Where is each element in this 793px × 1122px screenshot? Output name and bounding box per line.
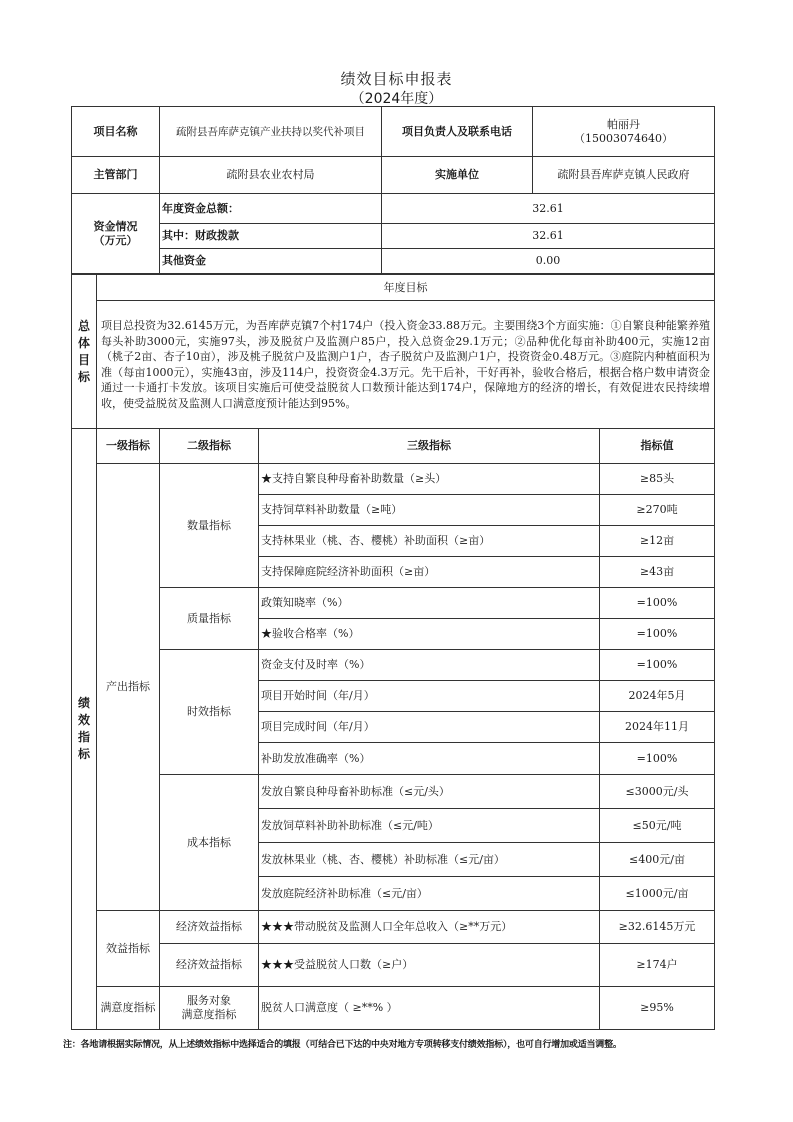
goal-side-char: 目 [77,352,90,367]
contact-value [533,107,715,157]
indicators-side-char: 指 [77,730,90,744]
indicator-value: 2024年11月 [600,712,715,743]
indicator-row [72,775,715,809]
level2-label: 数量指标 [160,464,259,588]
indicators-header-row [72,429,715,464]
level3-indicator: 项目完成时间（年/月） [259,712,600,743]
funds-other-label: 其他资金 [160,249,382,274]
indicator-value: ≥32.6145万元 [600,911,715,944]
level2-label: 时效指标 [160,650,259,775]
col-header-level1: 一级指标 [97,429,160,464]
goal-side-label [72,275,97,429]
contact-label: 项目负责人及联系电话 [382,107,533,157]
level1-satisfaction: 满意度指标 [97,987,160,1030]
level2-label-line1: 服务对象 [187,994,231,1007]
level3-indicator: 政策知晓率（%） [259,588,600,619]
level3-indicator: ★★★带动脱贫及监测人口全年总收入（≥**万元） [259,911,600,944]
indicators-side-char: 绩 [77,696,90,710]
level3-indicator: 支持林果业（桃、杏、樱桃）补助面积（≥亩） [259,526,600,557]
benefit-row [72,944,715,987]
contact-name: 帕丽丹 [607,117,640,131]
funds-total-value: 32.61 [382,194,715,224]
indicator-value: =100% [600,743,715,775]
project-name-label: 项目名称 [72,107,160,157]
indicators-side-label [72,429,97,1030]
dept-row [72,157,715,194]
level2-label: 质量指标 [160,588,259,650]
funds-row-total [72,194,715,224]
funds-label-line2: （万元） [93,233,138,247]
level2-label: 成本指标 [160,775,259,911]
level1-benefit: 效益指标 [97,911,160,987]
dept-label: 主管部门 [72,157,160,194]
funds-other-value: 0.00 [382,249,715,274]
indicators-body [72,429,715,1030]
level3-indicator: ★★★受益脱贫人口数（≥户） [259,944,600,987]
level3-indicator: 资金支付及时率（%） [259,650,600,681]
level2-label-line2: 满意度指标 [181,1008,237,1021]
col-header-level2: 二级指标 [160,429,259,464]
level3-indicator: 项目开始时间（年/月） [259,681,600,712]
indicators-side-char: 效 [77,713,90,727]
goal-side-char: 标 [77,369,90,384]
level2-label: 经济效益指标 [160,944,259,987]
col-header-level3: 三级指标 [259,429,600,464]
project-name-row [72,107,715,157]
footnote: 注：各地请根据实际情况，从上述绩效指标中选择适合的填报（可结合已下达的中央对地方专项转移支付绩效指标），也可自行增加或适当调整。 [63,1040,622,1050]
funds-label [72,194,160,274]
level3-indicator: 补助发放准确率（%） [259,743,600,775]
level3-indicator: 脱贫人口满意度（ ≥**% ） [259,987,600,1030]
level3-indicator: 发放自繁良种母畜补助标准（≤元/头） [259,775,600,809]
indicator-value: ≥43亩 [600,557,715,588]
indicator-row [72,464,715,495]
level3-indicator: 发放林果业（桃、杏、樱桃）补助标准（≤元/亩） [259,843,600,877]
goal-header: 年度目标 [97,275,715,301]
level3-indicator: ★验收合格率（%） [259,619,600,650]
indicator-value: ≥270吨 [600,495,715,526]
goal-side-char: 体 [77,335,90,350]
indicator-value: ≥95% [600,987,715,1030]
project-info-table [71,106,715,274]
level3-indicator: 支持饲草料补助数量（≥吨） [259,495,600,526]
funds-label-line1: 资金情况 [93,219,138,233]
benefit-row [72,911,715,944]
goal-text-row [72,301,715,429]
level2-label: 经济效益指标 [160,911,259,944]
level3-indicator: 发放庭院经济补助标准（≤元/亩） [259,877,600,911]
indicator-value: ≤400元/亩 [600,843,715,877]
level2-label [160,987,259,1030]
impl-value: 疏附县吾库萨克镇人民政府 [533,157,715,194]
level3-indicator: 支持保障庭院经济补助面积（≥亩） [259,557,600,588]
indicator-value: ≥12亩 [600,526,715,557]
project-name-value: 疏附县吾库萨克镇产业扶持以奖代补项目 [160,107,382,157]
indicators-side-char: 标 [77,747,90,761]
indicator-value: ≤1000元/亩 [600,877,715,911]
indicator-row [72,588,715,619]
funds-fiscal-value: 32.61 [382,224,715,249]
col-header-value: 指标值 [600,429,715,464]
indicator-value: ≤3000元/头 [600,775,715,809]
indicator-row [72,650,715,681]
indicator-value: ≥85头 [600,464,715,495]
funds-fiscal-label: 其中：财政拨款 [160,224,382,249]
indicator-value: =100% [600,619,715,650]
contact-phone: （15003074640） [574,131,673,145]
indicator-value: =100% [600,650,715,681]
level3-indicator: ★支持自繁良种母畜补助数量（≥头） [259,464,600,495]
funds-row-other [72,249,715,274]
form-year: （2024年度） [350,91,443,107]
indicator-value: 2024年5月 [600,681,715,712]
satisfaction-row [72,987,715,1030]
indicator-value: ≥174户 [600,944,715,987]
funds-total-label: 年度资金总额： [160,194,382,224]
impl-label: 实施单位 [382,157,533,194]
goal-text: 项目总投资为32.6145万元，为吾库萨克镇7个村174户（投入资金33.88万元。主要围绕3个方面实施：①自繁良种能繁养殖每头补助3000元，实施97头，涉及脱贫户及监测户85户，投入总资金29.1万元；②品种优化每亩补助400元，实施12亩（桃子2亩、杏子10亩），涉及桃子脱贫户及监测户1户，杏子脱贫户及监测户1户，投资资金0.48万元。③庭院内种植面积为准（每亩1000元），实施43亩，涉及114户，投资资金4.3万元。先干后补，干好再补，验收合格后，根据合格户数申请资金通过一卡通打卡发放。该项目实施后可使受益脱贫人口数预计能达到174户，保障地方的经济的增长，有效促进农民持续增收，使受益脱贫及监测人口满意度预计能达到95%。 [97,301,715,429]
level3-indicator: 发放饲草料补助补助标准（≤元/吨） [259,809,600,843]
indicator-value: ≤50元/吨 [600,809,715,843]
goal-side-char: 总 [77,318,90,333]
overall-goal-table [71,274,715,429]
form-title: 绩效目标申报表 [340,70,453,88]
goal-header-row [72,275,715,301]
indicators-table [71,428,715,1030]
funds-row-fiscal [72,224,715,249]
level1-output: 产出指标 [97,464,160,911]
dept-value: 疏附县农业农村局 [160,157,382,194]
indicator-value: =100% [600,588,715,619]
